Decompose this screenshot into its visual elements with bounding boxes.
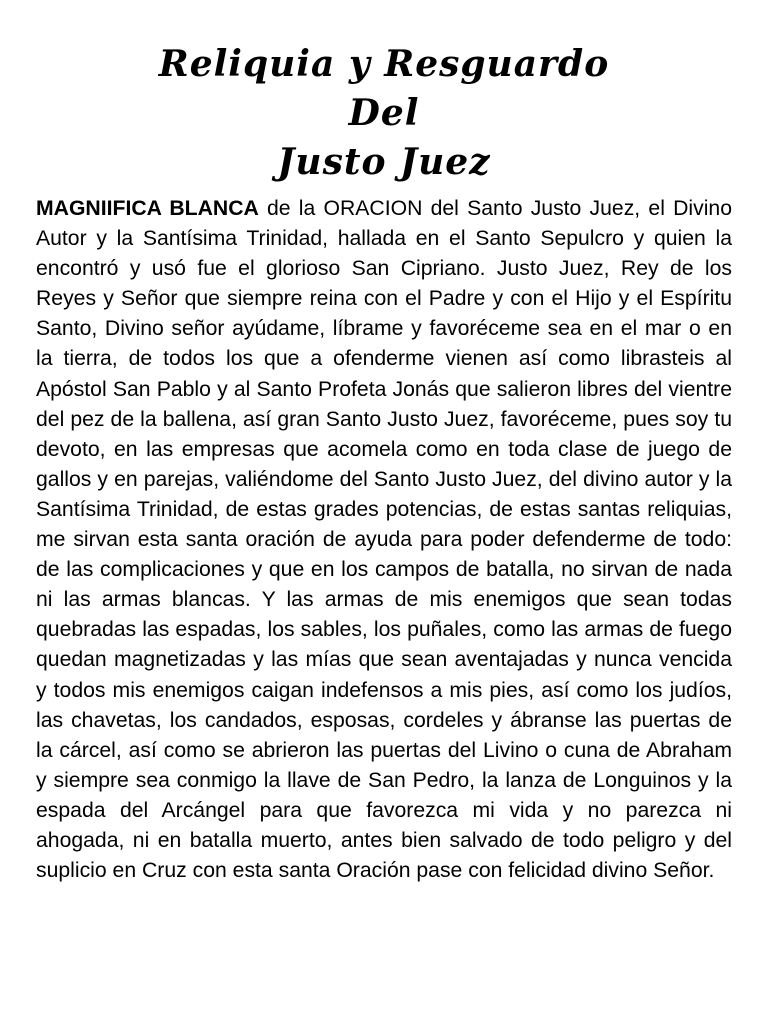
title-line-2: Del: [348, 92, 420, 134]
title-line-1: Reliquia y Resguardo: [158, 43, 610, 85]
prayer-paragraph: [36, 194, 732, 886]
lead-bold-text: MAGNIIFICA BLANCA: [36, 197, 259, 220]
document-title: [0, 40, 768, 187]
title-line-3: Justo Juez: [277, 141, 491, 183]
prayer-body-text: de la ORACION del Santo Justo Juez, el Divino Autor y la Santísima Trinidad, hallada en el Santo Sepulcro y quien la encontró y usó fue el glorioso San Cipriano. Justo Juez, Rey de los Reyes y Señor que siempre reina con el Padre y con el Hijo y el Espíritu Santo, Divino señor ayúdame, líbrame y favoréceme sea en el mar o en la tierra, de todos los que a ofenderme vienen así como librasteis al Apóstol San Pablo y al Santo Profeta Jonás que salieron libres del vientre del pez de la ballena, así gran Santo Justo Juez, favoréceme, pues soy tu devoto, en las empresas que acomela como en toda clase de juego de gallos y en parejas, valiéndome del Santo Justo Juez, del divino autor y la Santísima Trinidad, de estas grades potencias, de estas santas reliquias, me sirvan esta santa oración de ayuda para poder defenderme de todo: de las complicaciones y que en los campos de batalla, no sirvan de nada ni las armas blancas. Y las armas de mis enemigos que sean todas quebradas las espadas, los sables, los puñales, como las armas de fuego quedan magnetizadas y las mías que sean aventajadas y nunca vencida y todos mis enemigos caigan indefensos a mis pies, así como los judíos, las chavetas, los candados, esposas, cordeles y ábranse las puertas de la cárcel, así como se abrieron las puertas del Livino o cuna de Abraham y siempre sea conmigo la llave de San Pedro, la lanza de Longuinos y la espada del Arcángel para que favorezca mi vida y no parezca ni ahogada, ni en batalla muerto, antes bien salvado de todo peligro y del suplicio en Cruz con esta santa Oración pase con felicidad divino Señor.: [36, 197, 732, 883]
